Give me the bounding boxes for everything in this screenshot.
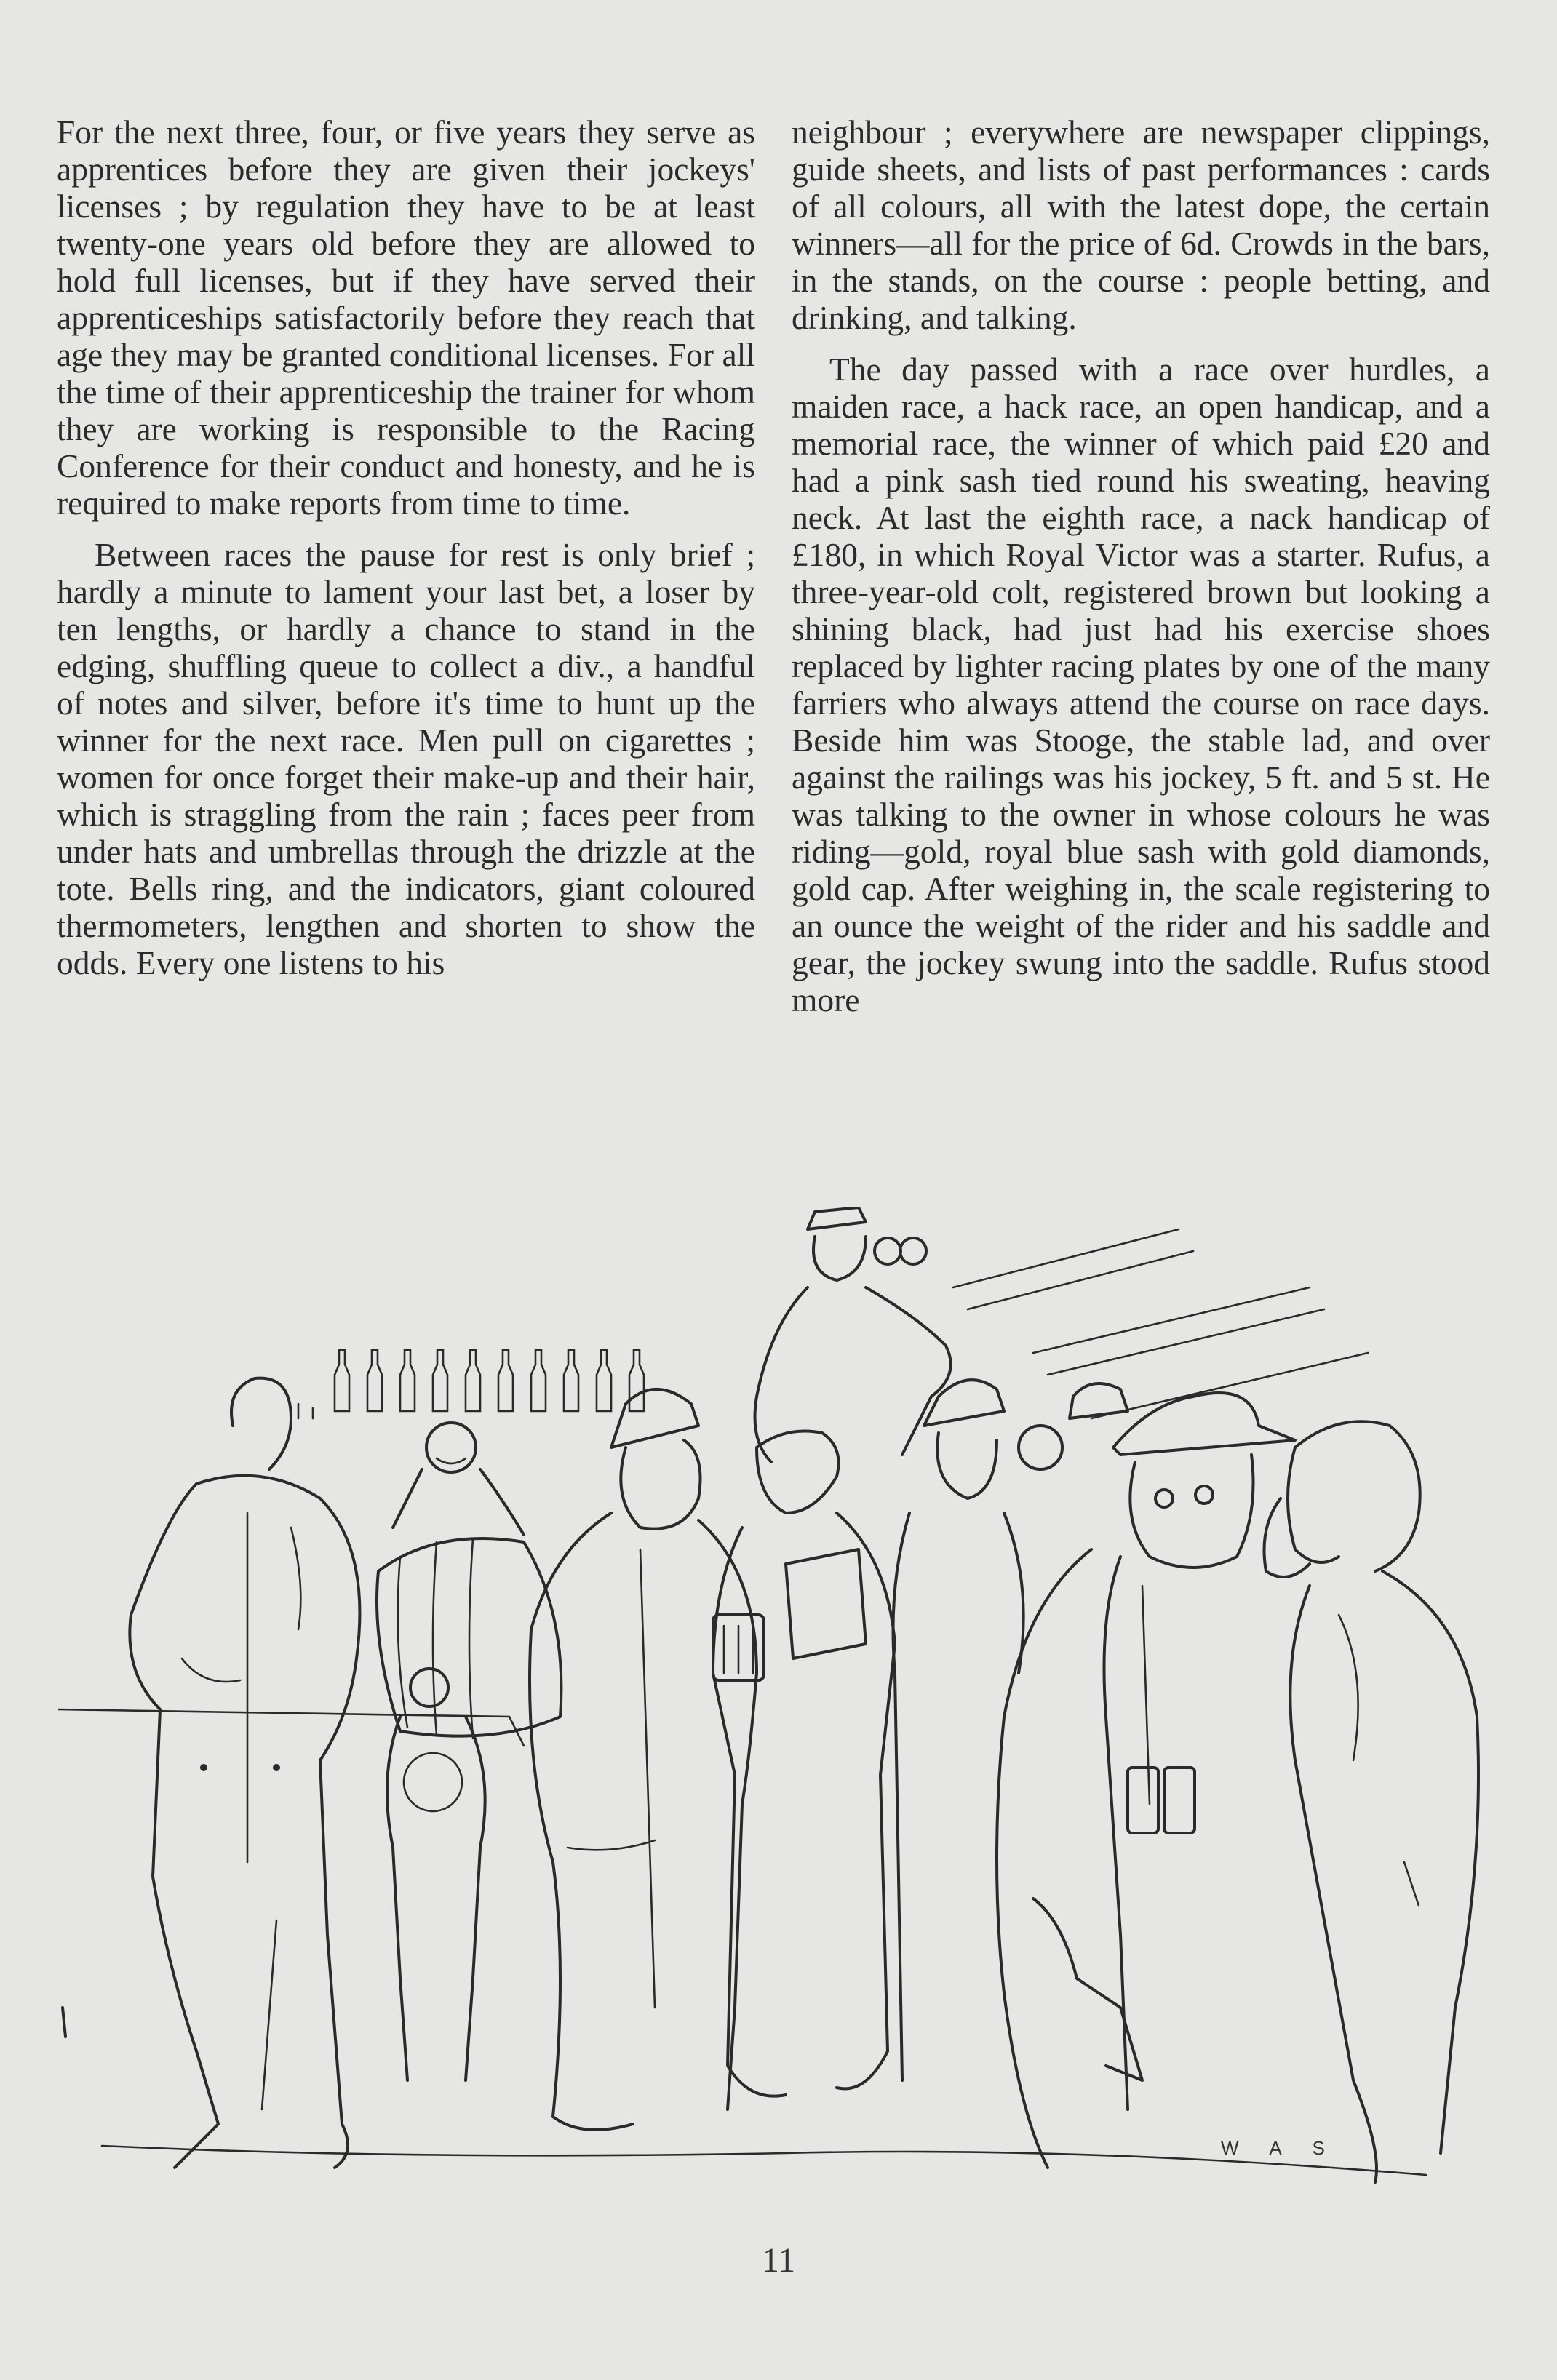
left-column bbox=[57, 113, 755, 1212]
man-in-overcoat bbox=[997, 1393, 1295, 2168]
man-with-binoculars bbox=[755, 1207, 951, 1462]
artist-signature: W A S bbox=[1221, 2137, 1338, 2159]
pen-drawing bbox=[58, 1207, 1499, 2197]
paragraph: For the next three, four, or five years they serve as apprentices before they are given their jockeys' licenses ; by regulation they have to be at least twenty-one years old before they are allowed to hold full licenses, but if they have served their apprenticeships satisfactorily before they reach that age they may be granted conditional licenses. For all the time of their apprenticeship the trainer for whom they are working is responsible to the Racing Conference for their conduct and honesty, and he is required to make reports from time to time. bbox=[57, 113, 755, 522]
background-crowd bbox=[893, 1380, 1128, 2080]
paragraph: neighbour ; everywhere are newspaper clippings, guide sheets, and lists of past performances : cards of all colours, all with the latest dope, the certain winners—all for the price of 6d. Crowds in the bars, in the stands, on the course : people betting, and drinking, and talking. bbox=[792, 113, 1490, 336]
bottles-on-shelf bbox=[298, 1350, 644, 1418]
motion-lines bbox=[953, 1229, 1368, 1418]
paragraph: The day passed with a race over hurdles, a maiden race, a hack race, an open handicap, and a memorial race, the winner of which paid £20 and had a pink sash tied round his sweating, heaving neck. At last the eighth race, a nack handicap of £180, in which Royal Victor was a starter. Rufus, a three-year-old colt, registered brown but looking a shining black, had just had his exercise shoes replaced by lighter racing plates by one of the many farriers who always attend the course on race days. Beside him was Stooge, the stable lad, and over against the railings was his jockey, 5 ft. and 5 st. He was talking to the owner in whose colours he was riding—gold, royal blue sash with gold diamonds, gold cap. After weighing in, the scale registering to an ounce the weight of the rider and his saddle and gear, the jockey swung into the saddle. Rufus stood more bbox=[792, 351, 1490, 1018]
barman-figure bbox=[393, 1423, 524, 1535]
man-in-trilby bbox=[530, 1389, 757, 2130]
barrel bbox=[377, 1538, 561, 1738]
race-crowd-illustration bbox=[58, 1207, 1499, 2197]
man-whispering bbox=[1265, 1421, 1479, 2182]
margin-mark bbox=[63, 2008, 65, 2037]
man-with-beer-mug bbox=[713, 1431, 895, 2096]
bar-counter bbox=[58, 1709, 524, 1746]
page-number: 11 bbox=[761, 2241, 796, 2280]
man-from-behind bbox=[130, 1378, 359, 2168]
paragraph: Between races the pause for rest is only brief ; hardly a minute to lament your last bet, a loser by ten lengths, or hardly a chance to stand in the edging, shuffling queue to collect a div., a handful of notes and silver, before it's time to hunt up the winner for the next race. Men pull on cigarettes ; women for once forget their make-up and their hair, which is straggling from the rain ; faces peer from under hats and umbrellas through the drizzle at the tote. Bells ring, and the indicators, giant coloured thermometers, lengthen and shorten to show the odds. Every one listens to his bbox=[57, 536, 755, 981]
text-columns bbox=[57, 113, 1490, 1212]
right-column bbox=[792, 113, 1490, 1212]
